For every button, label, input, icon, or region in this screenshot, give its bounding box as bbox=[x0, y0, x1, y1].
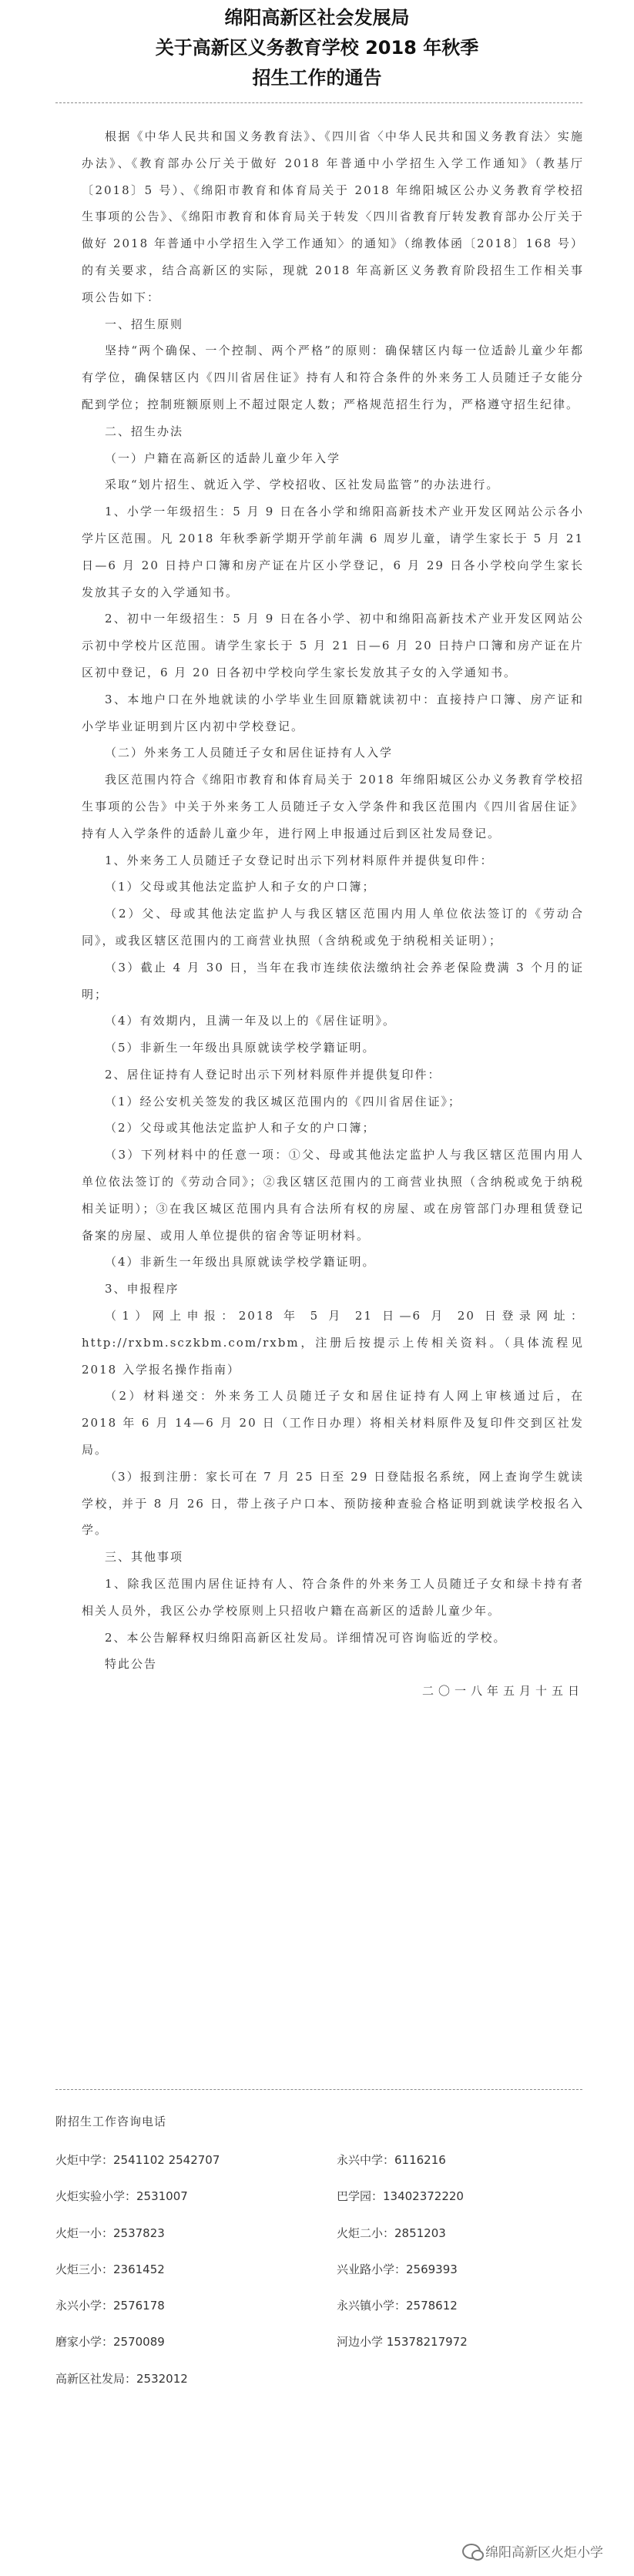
notice-paragraph: （5）非新生一年级出具原就读学校学籍证明。 bbox=[105, 1041, 376, 1055]
contact-entry: 河边小学 15378217972 bbox=[337, 2335, 468, 2350]
notice-paragraph: （1）父母或其他法定监护人和子女的户口簿； bbox=[105, 880, 376, 894]
notice-paragraph: 2、本公告解释权归绵阳高新区社发局。详细情况可咨询临近的学校。 bbox=[105, 1630, 507, 1645]
notice-paragraph: （一）户籍在高新区的适龄儿童少年入学 bbox=[105, 451, 341, 465]
notice-paragraph: 1、外来务工人员随迁子女登记时出示下列材料原件并提供复印件： bbox=[105, 853, 494, 867]
notice-paragraph: 2、初中一年级招生：5 月 9 日在各小学、初中和绵阳高新技术产业开发区网站公示初中学校片区范围。请学生家长于 5 月 21 日—6 月 20 日持户口簿和房产证在片区初中登记，6 月 20 日各初中学校向学生家长发放其子女的入学通知书。 bbox=[82, 612, 584, 679]
contact-row bbox=[55, 2324, 587, 2360]
notice-paragraph: （1）经公安机关签发的我区城区范围内的《四川省居住证》； bbox=[105, 1094, 462, 1109]
notice-paragraph: 3、本地户口在外地就读的小学毕业生回原籍就读初中：直接持户口簿、房产证和小学毕业证明到片区内初中学校登记。 bbox=[82, 692, 584, 733]
notice-paragraph: 3、申报程序 bbox=[105, 1282, 179, 1296]
notice-paragraph: （2）父、母或其他法定监护人与我区辖区范围内用人单位依法签订的《劳动合同》，或我区辖区范围内的工商营业执照（含纳税或免于纳税相关证明）； bbox=[82, 907, 584, 948]
notice-paragraph: 我区范围内符合《绵阳市教育和体育局关于 2018 年绵阳城区公办义务教育学校招生事项的公告》中关于外来务工人员随迁子女入学条件和我区范围内《四川省居住证》持有人入学条件的适龄儿童少年，进行网上申报通过后到区社发局登记。 bbox=[82, 773, 584, 840]
issuer-title: 绵阳高新区社会发展局 bbox=[224, 7, 410, 29]
notice-paragraph: （2）材料递交：外来务工人员随迁子女和居住证持有人网上审核通过后，在 2018 年 6 月 14—6 月 20 日（工作日办理）将相关材料原件及复印件交到区社发局。 bbox=[82, 1389, 584, 1457]
notice-paragraph: 1、除我区范围内居住证持有人、符合条件的外来务工人员随迁子女和绿卡持有者相关人员外，我区公办学校原则上只招收户籍在高新区的适龄儿童少年。 bbox=[82, 1577, 584, 1618]
contact-entry: 火炬中学：2541102 2542707 bbox=[55, 2153, 220, 2167]
contact-entry: 火炬二小：2851203 bbox=[337, 2225, 446, 2240]
notice-paragraph: 根据《中华人民共和国义务教育法》、《四川省〈中华人民共和国义务教育法〉实施办法》、《教育部办公厅关于做好 2018 年普通中小学招生入学工作通知》（教基厅〔2018〕5 号）、《绵阳市教育和体育局关于 2018 年绵阳城区公办义务教育学校招生事项的公告》、《绵阳市教育和体育局关于转发〈四川省教育厅转发教育部办公厅关于做好 2018 年普通中小学招生入学工作通知〉的通知》（绵教体函〔2018〕168 号）的有关要求，结合高新区的实际，现就 2018 年高新区义务教育阶段招生工作相关事项公告如下： bbox=[82, 129, 584, 304]
notice-paragraph: （4）有效期内，且满一年及以上的《居住证明》。 bbox=[105, 1014, 397, 1028]
header-divider bbox=[55, 102, 582, 103]
contacts-section bbox=[55, 2109, 587, 2397]
contact-row bbox=[55, 2179, 587, 2215]
notice-paragraph: （3）截止 4 月 30 日，当年在我市连续依法缴纳社会养老保险费满 3 个月的证明； bbox=[82, 960, 584, 1001]
notice-paragraph: 1、小学一年级招生：5 月 9 日在各小学和绵阳高新技术产业开发区网站公示各小学片区范围。凡 2018 年秋季新学期开学前年满 6 周岁儿童，请学生家长于 5 月 21 日—6 月 20 日持户口簿和房产证在片区小学登记，6 月 29 日各小学校向学生家长发放其子女的入学通知书。 bbox=[82, 505, 584, 599]
contact-row bbox=[55, 2288, 587, 2324]
contact-entry: 火炬三小：2361452 bbox=[55, 2262, 165, 2276]
notice-paragraph: 坚持“两个确保、一个控制、两个严格”的原则：确保辖区内每一位适龄儿童少年都有学位，确保辖区内《四川省居住证》持有人和符合条件的外来务工人员随迁子女能分配到学位；控制班额原则上不超过限定人数；严格规范招生行为，严格遵守招生纪律。 bbox=[82, 344, 584, 411]
contact-row bbox=[55, 2215, 587, 2252]
contacts-list bbox=[55, 2142, 587, 2397]
notice-paragraph: 三、其他事项 bbox=[105, 1550, 184, 1565]
notice-paragraph: 特此公告 bbox=[105, 1657, 158, 1672]
notice-paragraph: 二、招生办法 bbox=[105, 424, 184, 438]
contact-entry: 永兴中学：6116216 bbox=[337, 2153, 446, 2167]
notice-paragraph: （4）非新生一年级出具原就读学校学籍证明。 bbox=[105, 1255, 376, 1270]
notice-paragraph: （3）下列材料中的任意一项：①父、母或其他法定监护人与我区辖区范围内用人单位依法签订的《劳动合同》；②我区辖区范围内的工商营业执照（含纳税或免于纳税相关证明）；③在我区城区范围内具有合法所有权的房屋、或在房管部门办理租赁登记备案的房屋、或用人单位提供的宿舍等证明材料。 bbox=[82, 1148, 584, 1243]
notice-paragraph: 采取“划片招生、就近入学、学校招收、区社发局监管”的办法进行。 bbox=[105, 478, 500, 492]
notice-paragraph: （2）父母或其他法定监护人和子女的户口簿； bbox=[105, 1121, 376, 1135]
watermark-text: 绵阳高新区火炬小学 bbox=[485, 2545, 603, 2561]
contact-entry: 永兴小学：2576178 bbox=[55, 2299, 165, 2313]
contact-row bbox=[55, 2142, 587, 2179]
contact-entry: 兴业路小学：2569393 bbox=[337, 2262, 458, 2276]
wechat-icon bbox=[462, 2544, 481, 2559]
notice-paragraph: （1）网上申报：2018 年 5 月 21 日—6 月 20 日登录网址：http://rxbm.sczkbm.com/rxbm，注册后按提示上传相关资料。（具体流程见 2018 入学报名操作指南） bbox=[82, 1309, 584, 1377]
contacts-title: 附招生工作咨询电话 bbox=[55, 2115, 167, 2128]
notice-title-line1: 关于高新区义务教育学校 2018 年秋季 bbox=[155, 37, 479, 59]
contacts-divider bbox=[55, 2089, 582, 2090]
notice-date: 二〇一八年五月十五日 bbox=[421, 1684, 584, 1699]
notice-paragraph: （二）外来务工人员随迁子女和居住证持有人入学 bbox=[105, 746, 394, 760]
notice-title-line2: 招生工作的通告 bbox=[252, 67, 382, 89]
notice-paragraph: 2、居住证持有人登记时出示下列材料原件并提供复印件： bbox=[105, 1067, 441, 1082]
notice-header bbox=[0, 3, 634, 93]
contact-entry: 磨家小学：2570089 bbox=[55, 2335, 165, 2350]
notice-paragraph: 一、招生原则 bbox=[105, 317, 184, 331]
contact-entry: 火炬实验小学：2531007 bbox=[55, 2189, 188, 2204]
contact-entry: 永兴镇小学：2578612 bbox=[337, 2299, 458, 2313]
contact-row bbox=[55, 2252, 587, 2288]
contact-entry: 火炬一小：2537823 bbox=[55, 2225, 165, 2240]
contact-row bbox=[55, 2361, 587, 2397]
contact-entry: 巴学园：13402372220 bbox=[337, 2189, 464, 2204]
notice-paragraph: （3）报到注册：家长可在 7 月 25 日至 29 日登陆报名系统，网上查询学生就读学校，并于 8 月 26 日，带上孩子户口本、预防接种查验合格证明到就读学校报名入学。 bbox=[82, 1469, 584, 1538]
notice-body bbox=[82, 123, 584, 1705]
contact-entry: 高新区社发局：2532012 bbox=[55, 2371, 188, 2386]
watermark bbox=[462, 2541, 603, 2561]
